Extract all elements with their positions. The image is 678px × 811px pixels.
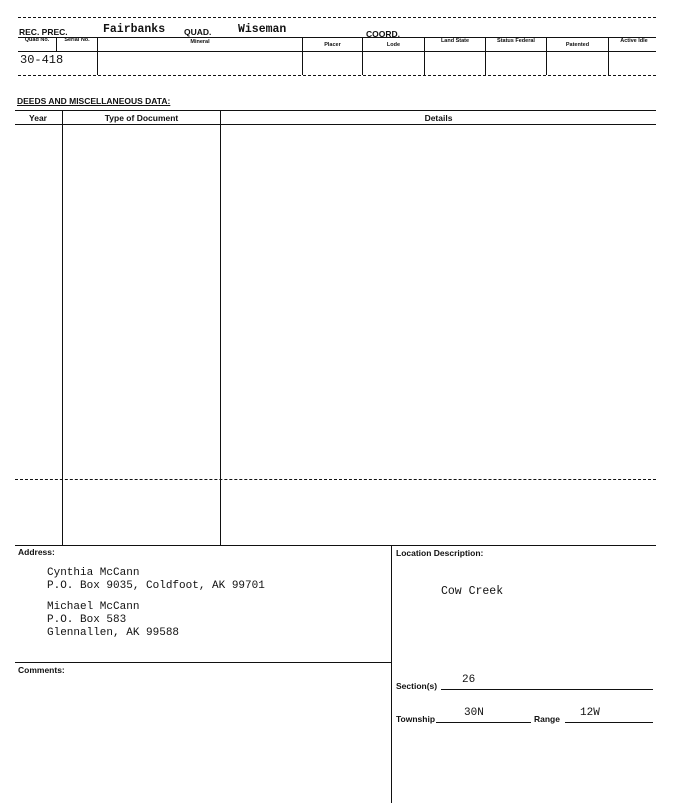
location-description-value: Cow Creek xyxy=(441,585,504,598)
col-quad-no: Quad No. xyxy=(24,37,50,43)
deeds-header-top-rule xyxy=(15,110,656,111)
col-year: Year xyxy=(29,113,47,123)
owner2-line2: Glennallen, AK 99588 xyxy=(47,627,180,639)
range-label: Range xyxy=(534,714,560,724)
section-label: Section(s) xyxy=(396,681,438,691)
owner1-line1: P.O. Box 9035, Coldfoot, AK 99701 xyxy=(47,580,265,592)
col-status-federal: Status Federal xyxy=(497,38,535,44)
top-table-bottom-dash xyxy=(18,75,656,76)
rec-prec-value: Fairbanks xyxy=(103,23,166,36)
col-type-of-document: Type of Document xyxy=(104,113,179,123)
coord-label: COORD. xyxy=(366,29,400,39)
col-details: Details xyxy=(424,113,453,123)
range-underline xyxy=(565,722,653,723)
township-label: Township xyxy=(396,714,436,724)
deeds-dashed-rule xyxy=(15,479,656,480)
comments-label: Comments: xyxy=(18,665,65,675)
township-value: 30N xyxy=(464,707,484,719)
top-table-divider xyxy=(56,37,57,51)
col-mineral: Mineral xyxy=(190,39,210,45)
top-table-divider xyxy=(608,37,609,75)
col-lode: Lode xyxy=(386,42,401,48)
quad-serial-value: 30-418 xyxy=(20,53,64,67)
address-location-divider xyxy=(391,545,392,803)
deeds-header-bottom-rule xyxy=(15,124,656,125)
top-table-divider xyxy=(424,37,425,75)
address-label: Address: xyxy=(18,547,55,557)
owner2-name: Michael McCann xyxy=(47,601,140,613)
township-underline xyxy=(436,722,531,723)
address-block-1 xyxy=(47,567,265,593)
col-patented: Patented xyxy=(565,42,590,48)
top-table-rule-2 xyxy=(18,51,656,52)
col-placer: Placer xyxy=(324,42,341,48)
section-underline xyxy=(441,689,653,690)
address-top-rule xyxy=(15,545,656,546)
col-active-idle: Active Idle xyxy=(620,38,648,44)
address-block-2 xyxy=(47,601,179,640)
section-value: 26 xyxy=(462,674,476,686)
quad-value: Wiseman xyxy=(238,23,287,36)
comments-top-rule xyxy=(15,662,391,663)
top-dashed-rule xyxy=(18,17,656,18)
owner1-name: Cynthia McCann xyxy=(47,567,140,579)
col-serial-no: Serial No. xyxy=(64,37,90,43)
deeds-section-title: DEEDS AND MISCELLANEOUS DATA: xyxy=(17,96,171,106)
location-description-label: Location Description: xyxy=(396,548,484,558)
range-value: 12W xyxy=(580,707,600,719)
rec-prec-label: REC. PREC. xyxy=(19,27,68,37)
quad-label: QUAD. xyxy=(184,27,212,37)
top-table-rule-1 xyxy=(18,37,656,38)
owner2-line1: P.O. Box 583 xyxy=(47,614,127,626)
top-table-divider xyxy=(485,37,486,75)
col-land-state: Land State xyxy=(440,38,470,44)
